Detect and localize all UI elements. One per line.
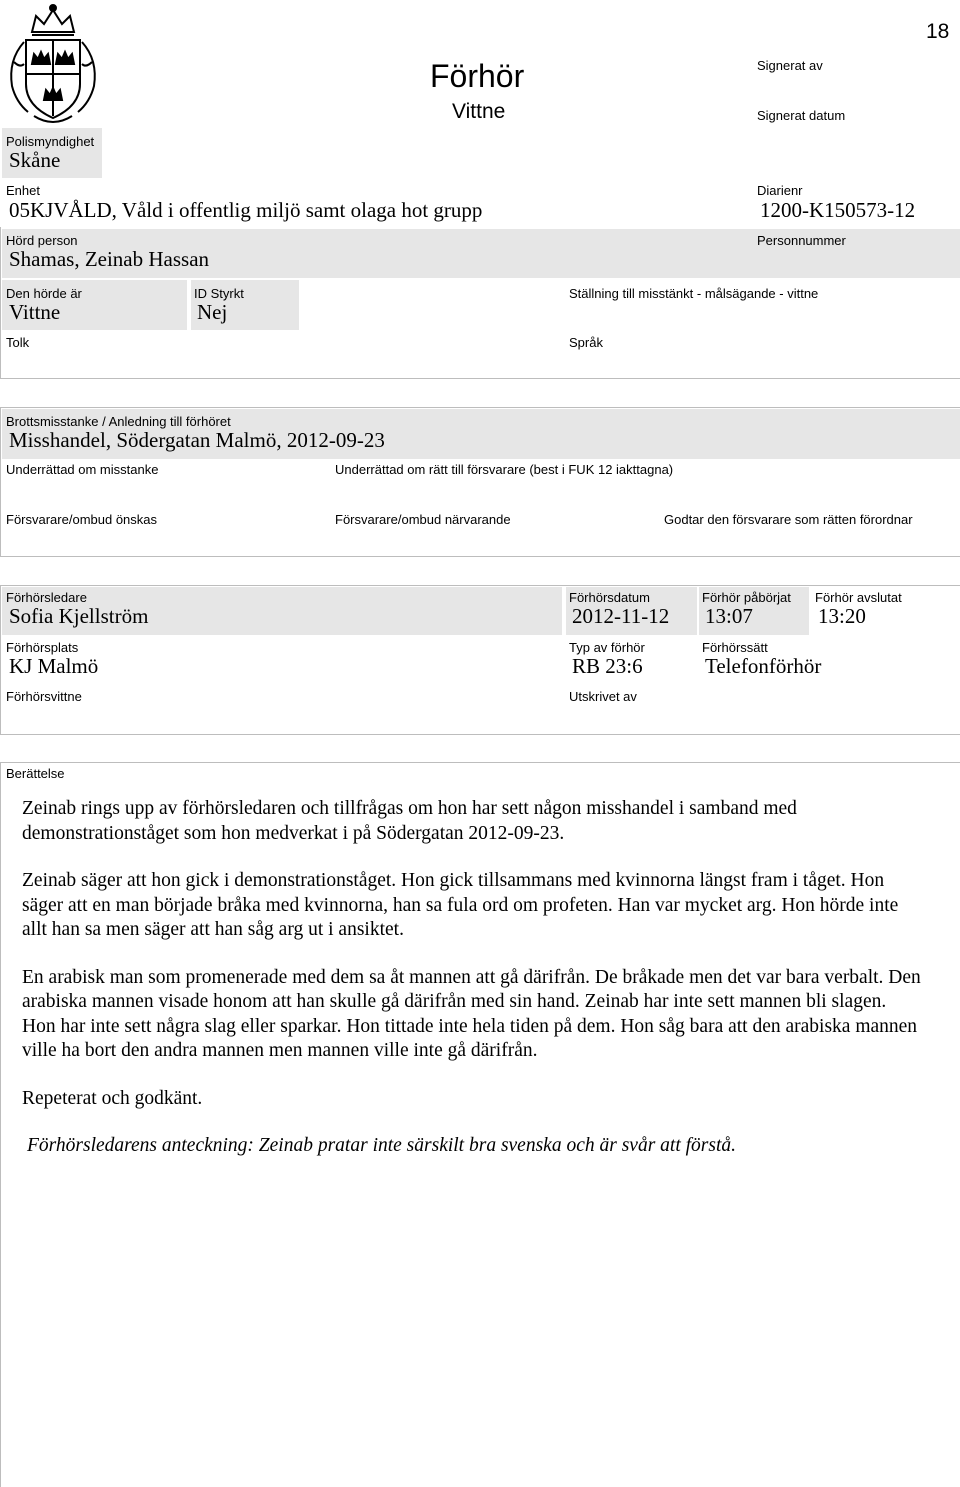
suspicion-value: Misshandel, Södergatan Malmö, 2012-09-23 [9,428,385,452]
police-coat-of-arms-logo [4,2,102,128]
language-label: Språk [569,335,603,350]
page-number: 18 [926,20,950,43]
printed-by-label: Utskrivet av [569,689,637,704]
document-title: Förhör [430,58,525,94]
method-label: Förhörssätt [702,640,768,655]
narrative-paragraph: Zeinab säger att hon gick i demonstrationståget. Hon gick tillsammans med kvinnorna längst fram i tåget. Hon säger att en man började bråka med kvinnorna, han sa fula ord om profeten. Han var mycket arg. Hon hörde inte allt han sa men säger att han såg arg ut i ansiktet. [22,870,899,940]
narrative-paragraph: En arabisk man som promenerade med dem sa åt mannen att gå därifrån. De bråkade men det var bara verbalt. Den arabiska mannen visade honom att han skulle gå därifrån med sin hand. Zeinab har inte sett mannen bli slagen. Hon har inte sett några slag eller sparkar. Hon tittade inte hela tiden på dem. Hon såg bara att den arabiska mannen ville ha bort den andra mannen men mannen ville inte gå därifrån. [22,966,921,1061]
position-label: Ställning till misstänkt - målsägande - vittne [569,286,819,301]
diary-number-value: 1200-K150573-12 [760,198,916,222]
method-value: Telefonförhör [705,654,822,678]
authority-label: Polismyndighet [6,134,95,149]
unit-value: 05KJVÅLD, Våld i offentlig miljö samt olaga hot grupp [9,198,483,222]
place-label: Förhörsplats [6,640,79,655]
end-label: Förhör avslutat [815,590,902,605]
person-section-frame [0,227,960,379]
narrative-label: Berättelse [6,766,65,781]
informed-label: Underrättad om misstanke [6,462,159,477]
rights-label: Underrättad om rätt till försvarare (best i FUK 12 iakttagna) [335,462,674,477]
diary-number-label: Diarienr [757,183,803,198]
witness-label: Förhörsvittne [6,689,82,704]
leader-value: Sofia Kjellström [9,604,149,628]
end-value: 13:20 [818,604,866,628]
start-label: Förhör påbörjat [702,590,791,605]
counsel-wanted-label: Försvarare/ombud önskas [6,512,158,527]
heard-person-label: Hörd person [6,233,78,248]
suspicion-label: Brottsmisstanke / Anledning till förhöret [6,414,231,429]
date-label: Förhörsdatum [569,590,650,605]
narrative-paragraph: Zeinab rings upp av förhörsledaren och tillfrågas om hon har sett någon misshandel i samband med demonstrationståget som hon medverkat i på Södergatan 2012-09-23. [22,798,797,844]
place-value: KJ Malmö [9,654,99,678]
narrative-text [22,797,922,1182]
narrative-paragraph: Repeterat och godkänt. [22,1087,203,1109]
id-verified-value: Nej [197,300,228,324]
id-verified-label: ID Styrkt [194,286,244,301]
authority-value: Skåne [9,148,61,172]
start-value: 13:07 [705,604,753,628]
interpreter-label: Tolk [6,335,30,350]
role-label: Den hörde är [6,286,82,301]
role-value: Vittne [9,300,61,324]
type-label: Typ av förhör [569,640,645,655]
type-value: RB 23:6 [572,654,643,678]
heard-person-value: Shamas, Zeinab Hassan [9,247,210,271]
signed-date-label: Signerat datum [757,108,846,123]
leader-label: Förhörsledare [6,590,87,605]
counsel-present-label: Försvarare/ombud närvarande [335,512,511,527]
document-subtitle: Vittne [452,100,506,123]
interrogator-note: Förhörsledarens anteckning: Zeinab pratar inte särskilt bra svenska och är svår att förstå. [27,1135,737,1156]
date-value: 2012-11-12 [572,604,670,628]
signed-by-label: Signerat av [757,58,823,73]
unit-label: Enhet [6,183,40,198]
counsel-accepts-label: Godtar den försvarare som rätten förordnar [664,512,913,527]
personal-number-label: Personnummer [757,233,846,248]
